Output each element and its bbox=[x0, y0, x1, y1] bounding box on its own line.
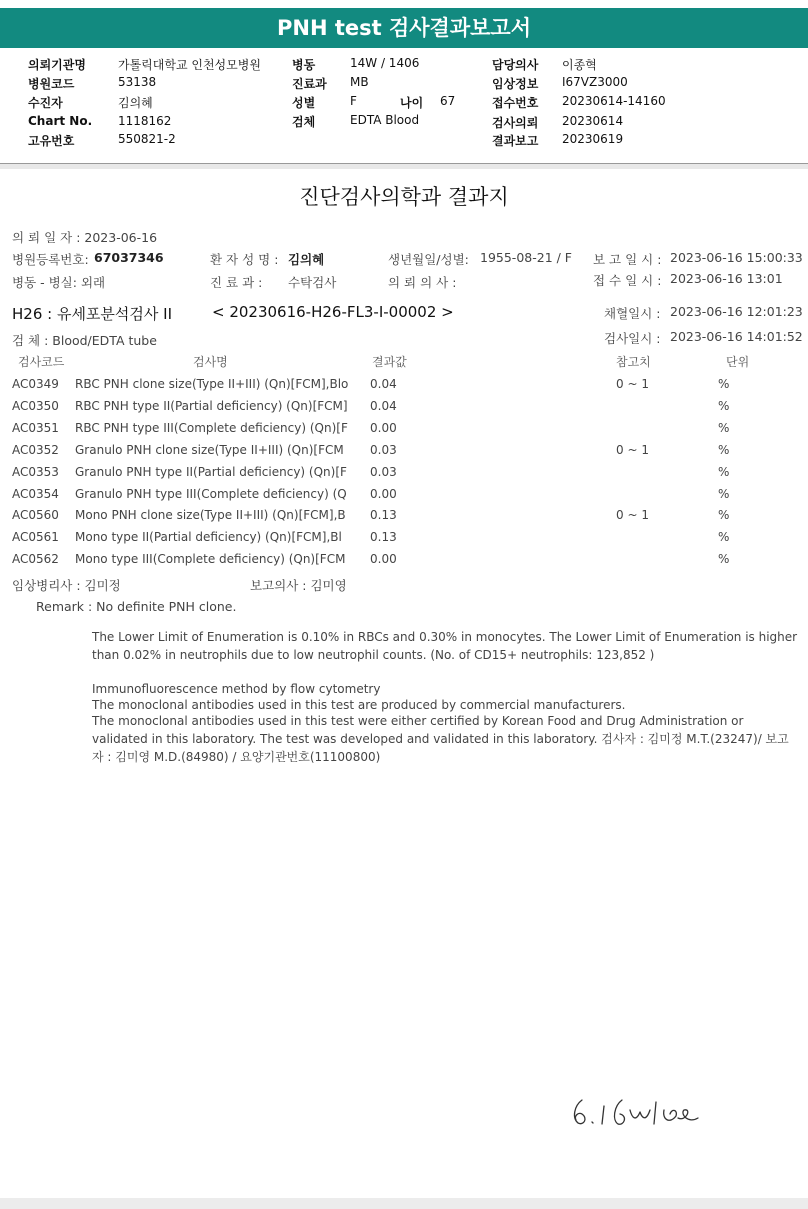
row-result: 0.00 bbox=[370, 487, 397, 501]
label-chart-no: Chart No. bbox=[28, 114, 93, 128]
value-receipt-no: 20230614-14160 bbox=[562, 94, 666, 108]
header-unit: 단위 bbox=[726, 355, 750, 369]
collect-time-label: 채혈일시 : bbox=[604, 306, 661, 321]
exam-time-label: 검사일시 : bbox=[604, 331, 661, 346]
row-result: 0.13 bbox=[370, 508, 397, 522]
row-unit: % bbox=[718, 552, 730, 566]
label-receipt-no: 접수번호 bbox=[492, 96, 539, 110]
report-time-value: 2023-06-16 15:00:33 bbox=[670, 250, 803, 265]
specimen-type: 검 체 : Blood/EDTA tube bbox=[12, 333, 157, 348]
accession-number: < 20230616-H26-FL3-I-00002 > bbox=[212, 303, 454, 321]
label-physician: 담당의사 bbox=[492, 58, 539, 72]
test-name: H26 : 유세포분석검사 II bbox=[12, 305, 173, 323]
report-banner-title: PNH test 검사결과보고서 bbox=[0, 8, 808, 48]
value-hospital-code: 53138 bbox=[118, 75, 157, 89]
row-unit: % bbox=[718, 465, 730, 479]
clinical-pathologist: 임상병리사 : 김미정 bbox=[12, 578, 121, 593]
row-test-name: Mono type II(Partial deficiency) (Qn)[FCM],Bl bbox=[75, 530, 342, 544]
label-patient: 수진자 bbox=[28, 96, 63, 110]
exam-time-value: 2023-06-16 14:01:52 bbox=[670, 329, 803, 344]
row-result: 0.04 bbox=[370, 399, 397, 413]
label-age: 나이 bbox=[400, 96, 424, 110]
handwritten-signature bbox=[566, 1088, 756, 1138]
patient-value: 김의혜 bbox=[288, 252, 325, 267]
row-result: 0.04 bbox=[370, 377, 397, 391]
value-chart-no: 1118162 bbox=[118, 114, 172, 128]
label-specimen: 검체 bbox=[292, 115, 316, 129]
ward-room: 병동 - 병실: 외래 bbox=[12, 275, 106, 290]
value-physician: 이종혁 bbox=[562, 58, 597, 72]
value-ward: 14W / 1406 bbox=[350, 56, 420, 70]
validation-line: The monoclonal antibodies used in this test were either certified by Korean Food and Drug Administration or validated in this laboratory. The test was developed and validated in this laboratory. 검사자 : 김미정 M.T.(23247)/ 보고자 : 김미영 M.D.(84980) / 요양기관번호(11100800) bbox=[92, 714, 789, 764]
row-unit: % bbox=[718, 487, 730, 501]
reg-no-label: 병원등록번호: bbox=[12, 252, 89, 267]
row-unit: % bbox=[718, 508, 730, 522]
value-result-report: 20230619 bbox=[562, 132, 624, 146]
antibody-line: The monoclonal antibodies used in this test are produced by commercial manufacturers. bbox=[92, 698, 626, 712]
label-department: 진료과 bbox=[292, 77, 327, 91]
header-result: 결과값 bbox=[372, 355, 407, 369]
header-ref: 참고치 bbox=[616, 355, 651, 369]
row-unit: % bbox=[718, 530, 730, 544]
value-clinical-info: I67VZ3000 bbox=[562, 75, 628, 89]
row-test-name: RBC PNH type III(Complete deficiency) (Qn)[F bbox=[75, 421, 348, 435]
value-patient: 김의혜 bbox=[118, 96, 153, 110]
row-test-name: RBC PNH clone size(Type II+III) (Qn)[FCM],Blo bbox=[75, 377, 349, 391]
dept-label: 진 료 과 : bbox=[210, 275, 263, 290]
collect-time-value: 2023-06-16 12:01:23 bbox=[670, 304, 803, 319]
row-test-name: Mono type III(Complete deficiency) (Qn)[FCM bbox=[75, 552, 346, 566]
row-code: AC0353 bbox=[12, 465, 59, 479]
row-result: 0.00 bbox=[370, 421, 397, 435]
label-unique-no: 고유번호 bbox=[28, 134, 75, 148]
row-unit: % bbox=[718, 399, 730, 413]
row-reference: 0 ~ 1 bbox=[616, 377, 649, 391]
remark: Remark : No definite PNH clone. bbox=[36, 599, 237, 614]
value-unique-no: 550821-2 bbox=[118, 132, 176, 146]
label-test-request: 검사의뢰 bbox=[492, 116, 539, 130]
row-code: AC0349 bbox=[12, 377, 59, 391]
header-name: 검사명 bbox=[193, 355, 228, 369]
dob-label: 생년월일/성별: bbox=[388, 252, 469, 267]
row-code: AC0350 bbox=[12, 399, 59, 413]
row-result: 0.03 bbox=[370, 465, 397, 479]
row-code: AC0560 bbox=[12, 508, 59, 522]
doctor-label: 의 뢰 의 사 : bbox=[388, 275, 457, 290]
label-sex: 성별 bbox=[292, 96, 316, 110]
row-reference: 0 ~ 1 bbox=[616, 443, 649, 457]
row-result: 0.13 bbox=[370, 530, 397, 544]
row-test-name: Granulo PNH type II(Partial deficiency) (Qn)[F bbox=[75, 465, 347, 479]
row-code: AC0561 bbox=[12, 530, 59, 544]
report-time-label: 보 고 일 시 : bbox=[593, 252, 662, 267]
row-result: 0.00 bbox=[370, 552, 397, 566]
enumeration-note: The Lower Limit of Enumeration is 0.10% in RBCs and 0.30% in monocytes. The Lower Limit of Enumeration is higher than 0.02% in neutrophils due to low neutrophil counts. (No. of CD15+ neutrophils: 123,852 ) bbox=[92, 630, 798, 662]
method-line: Immunofluorescence method by flow cytometry bbox=[92, 682, 381, 696]
row-unit: % bbox=[718, 421, 730, 435]
row-result: 0.03 bbox=[370, 443, 397, 457]
patient-label: 환 자 성 명 : bbox=[210, 252, 279, 267]
row-test-name: Granulo PNH clone size(Type II+III) (Qn)[FCM bbox=[75, 443, 344, 457]
label-result-report: 결과보고 bbox=[492, 134, 539, 148]
dob-value: 1955-08-21 / F bbox=[480, 250, 572, 265]
row-test-name: RBC PNH type II(Partial deficiency) (Qn)[FCM] bbox=[75, 399, 348, 413]
label-institution: 의뢰기관명 bbox=[28, 58, 86, 72]
value-sex: F bbox=[350, 94, 357, 108]
header-divider-band bbox=[0, 164, 808, 169]
value-test-request: 20230614 bbox=[562, 114, 624, 128]
page-bottom-band bbox=[0, 1198, 808, 1209]
value-specimen: EDTA Blood bbox=[350, 113, 420, 127]
row-unit: % bbox=[718, 443, 730, 457]
receipt-time-label: 접 수 일 시 : bbox=[593, 273, 662, 288]
row-reference: 0 ~ 1 bbox=[616, 508, 649, 522]
row-code: AC0562 bbox=[12, 552, 59, 566]
label-ward: 병동 bbox=[292, 58, 316, 72]
reporting-doctor: 보고의사 : 김미영 bbox=[250, 578, 347, 593]
value-department: MB bbox=[350, 75, 369, 89]
receipt-time-value: 2023-06-16 13:01 bbox=[670, 271, 783, 286]
label-clinical-info: 임상정보 bbox=[492, 77, 539, 91]
row-test-name: Mono PNH clone size(Type II+III) (Qn)[FCM],B bbox=[75, 508, 346, 522]
row-test-name: Granulo PNH type III(Complete deficiency) (Q bbox=[75, 487, 347, 501]
row-unit: % bbox=[718, 377, 730, 391]
dept-value: 수탁검사 bbox=[288, 275, 337, 290]
value-age: 67 bbox=[440, 94, 456, 108]
header-code: 검사코드 bbox=[18, 355, 65, 369]
label-hospital-code: 병원코드 bbox=[28, 77, 75, 91]
request-date: 의 뢰 일 자 : 2023-06-16 bbox=[12, 230, 158, 245]
row-code: AC0354 bbox=[12, 487, 59, 501]
report-title: 진단검사의학과 결과지 bbox=[299, 185, 509, 209]
row-code: AC0351 bbox=[12, 421, 59, 435]
value-institution: 가톨릭대학교 인천성모병원 bbox=[118, 58, 261, 72]
reg-no-value: 67037346 bbox=[94, 250, 164, 265]
row-code: AC0352 bbox=[12, 443, 59, 457]
